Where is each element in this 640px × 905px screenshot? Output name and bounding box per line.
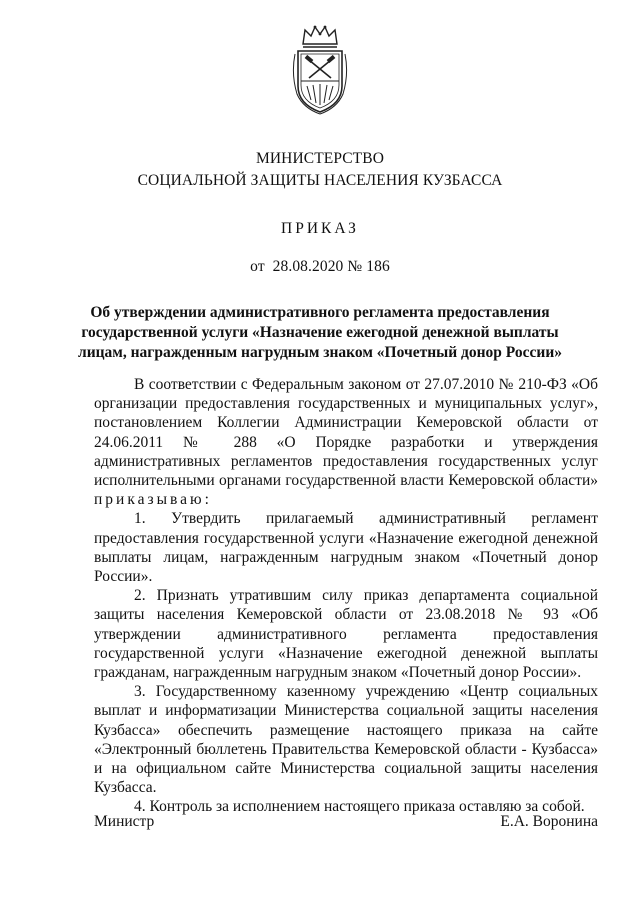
order-item-3: 3. Государственному казенному учреждению «Центр социальных выплат и информатизации Министерства социальной защиты населения Кузбасса» обеспечить размещение настоящего приказа на сайте «Электронный бюллетень Правительства Кемеровской области - Кузбасса» и на официальном сайте Министерства социальной защиты населения Кузбасса.	[94, 683, 598, 797]
date-prefix: от	[250, 258, 265, 275]
document-date: 28.08.2020	[272, 258, 344, 275]
document-date-line	[60, 256, 580, 278]
order-word: приказываю:	[94, 491, 212, 509]
document-type: ПРИКАЗ	[281, 220, 359, 237]
preamble-text: В соответствии с Федеральным законом от 27.07.2010 № 210-ФЗ «Об организации предоставления государственных и муниципальных услуг», постановлением Коллегии Администрации Кемеровской области от 24.06.2011 № 288 «О Порядке разработки и утверждения административных регламентов предоставления государственных услуг исполнительными органами государственной власти Кемеровской области»	[94, 376, 598, 490]
signatory-role: Министр	[94, 813, 155, 830]
kuzbass-coat-of-arms-icon	[291, 24, 349, 116]
document-title: Об утверждении административного регламента предоставления государственной услуги «Назначение ежегодной денежной выплаты лицам, награжденным нагрудным знаком «Почетный донор России»	[78, 304, 562, 361]
number-label: №	[347, 258, 363, 275]
ministry-name	[60, 148, 580, 192]
ministry-line-1: МИНИСТЕРСТВО	[256, 150, 384, 167]
document-body	[94, 375, 598, 817]
order-item-2: 2. Признать утратившим силу приказ департамента социальной защиты населения Кемеровской области от 23.08.2018 № 93 «Об утверждении административного регламента предоставления государственной услуги «Назначение ежегодной денежной выплаты гражданам, награжденным нагрудным знаком «Почетный донор России».	[94, 587, 598, 682]
document-number: 186	[366, 258, 390, 275]
signatory-name: Е.А. Воронина	[500, 813, 598, 830]
order-item-1: 1. Утвердить прилагаемый административный регламент предоставления государственной услуги «Назначение ежегодной денежной выплаты лицам, награжденным нагрудным знаком «Почетный донор России».	[94, 510, 598, 586]
order-item-4: 4. Контроль за исполнением настоящего приказа оставляю за собой.	[134, 798, 585, 816]
ministry-line-2: СОЦИАЛЬНОЙ ЗАЩИТЫ НАСЕЛЕНИЯ КУЗБАССА	[137, 172, 503, 189]
preamble-paragraph	[94, 375, 598, 509]
